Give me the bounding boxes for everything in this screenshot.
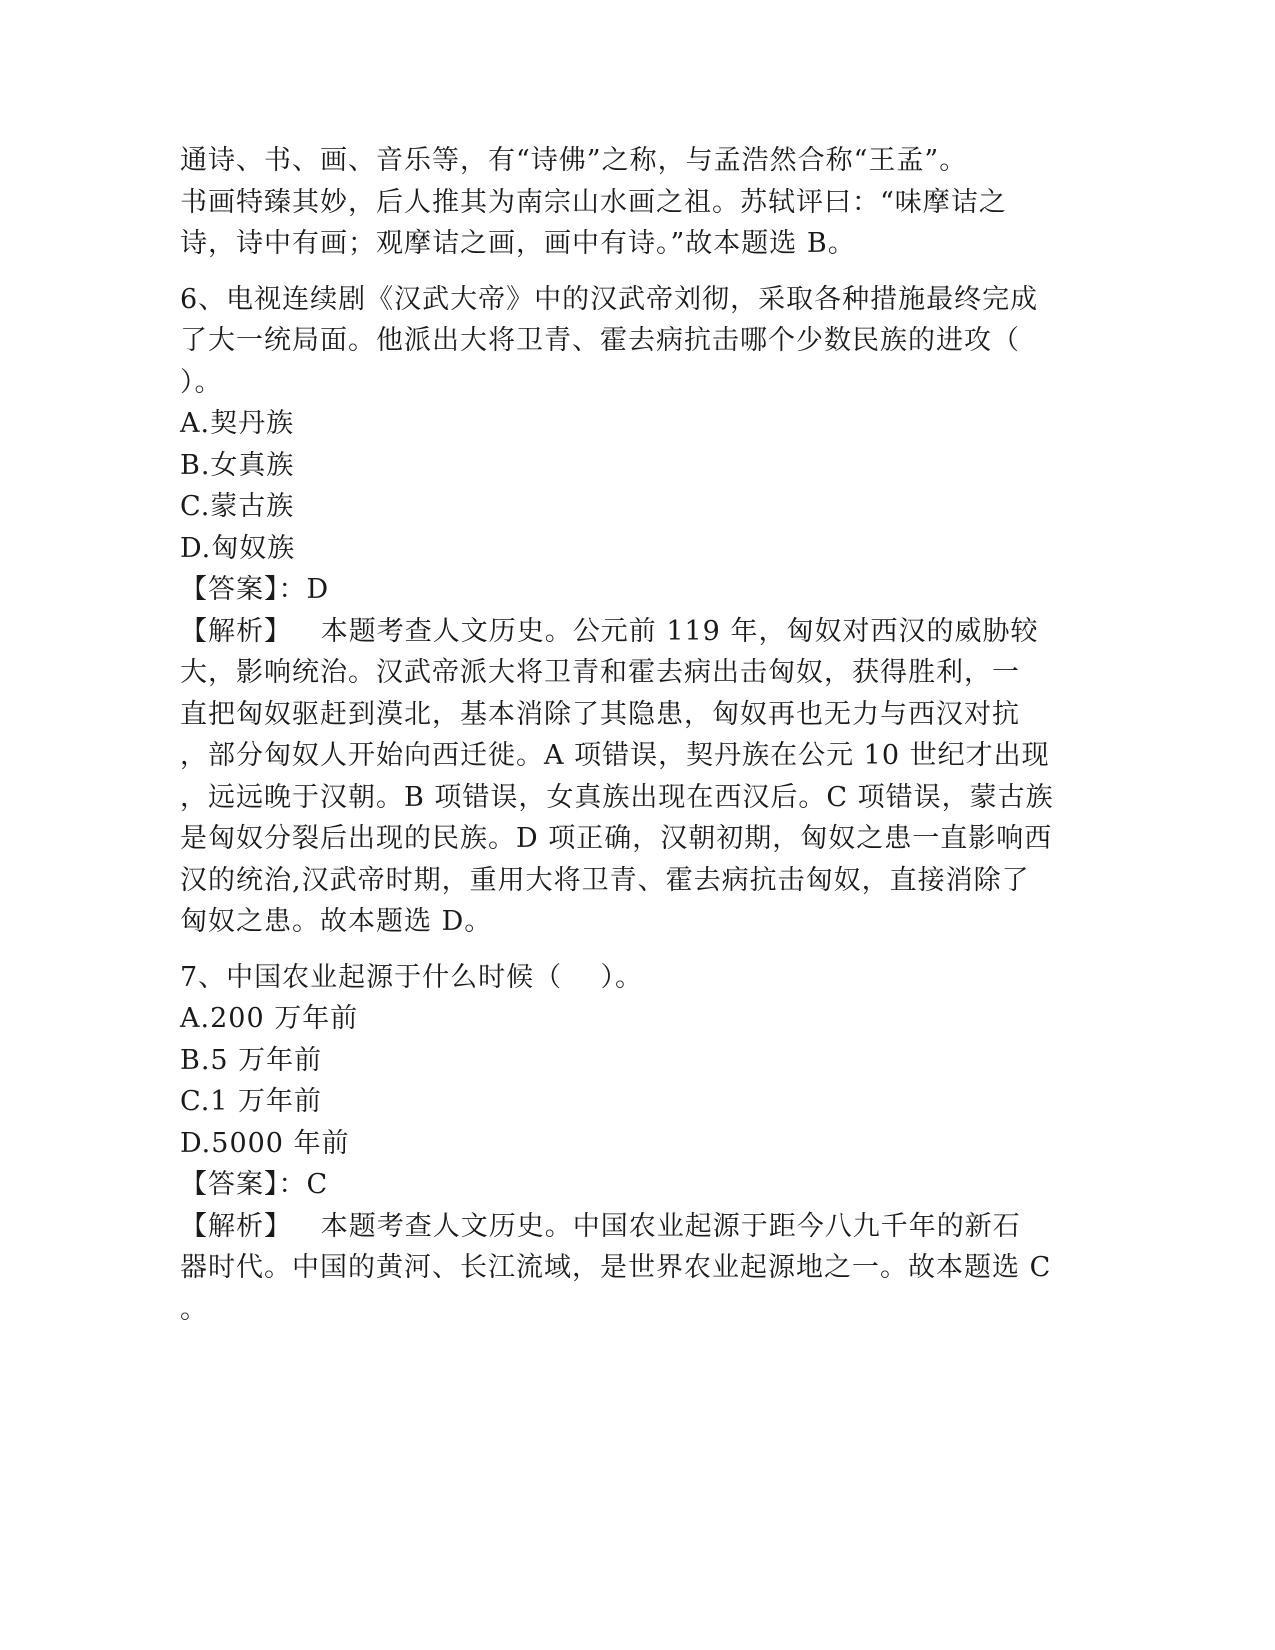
option-c: C.1 万年前	[180, 1086, 323, 1117]
question-stem-line: ）。	[180, 366, 223, 398]
option-a: A.200 万年前	[180, 1003, 359, 1034]
text-line: 通诗、书、画、音乐等，有“诗佛”之称，与孟浩然合称“王孟”。	[180, 145, 968, 176]
text-line: 书画特臻其妙，后人推其为南宗山水画之祖。苏轼评曰：“味摩诘之	[180, 186, 1007, 218]
question-6	[180, 279, 1054, 943]
option-b: B.女真族	[180, 449, 295, 481]
question-stem-line: 了大一统局面。他派出大将卫青、霍去病抗击哪个少数民族的进攻（	[180, 325, 1020, 356]
text-line: 诗，诗中有画；观摩诘之画，画中有诗。”故本题选 B。	[180, 228, 856, 259]
analysis-line: 器时代。中国的黄河、长江流域，是世界农业起源地之一。故本题选 C	[180, 1252, 1052, 1283]
document-page	[180, 140, 1054, 1330]
option-b: B.5 万年前	[180, 1044, 323, 1076]
option-d: D.匈奴族	[180, 532, 296, 564]
previous-analysis-continuation	[180, 140, 1040, 265]
analysis-line: 【解析】 本题考查人文历史。公元前 119 年，匈奴对西汉的威胁较	[180, 615, 1039, 647]
analysis-line: ，远远晚于汉朝。B 项错误，女真族出现在西汉后。C 项错误，蒙古族	[180, 781, 1054, 813]
option-a: A.契丹族	[180, 408, 295, 439]
analysis-line: 大，影响统治。汉武帝派大将卫青和霍去病出击匈奴，获得胜利，一	[180, 657, 1020, 688]
analysis-line: 是匈奴分裂后出现的民族。D 项正确，汉朝初期，匈奴之患一直影响西	[180, 823, 1053, 854]
answer-line: 【答案】：C	[180, 1169, 329, 1200]
question-stem-line: 6、电视连续剧《汉武大帝》中的汉武帝刘彻，采取各种措施最终完成	[180, 283, 1039, 315]
analysis-line: 。	[180, 1293, 208, 1325]
analysis-line: 直把匈奴驱赶到漠北，基本消除了其隐患，匈奴再也无力与西汉对抗	[180, 698, 1020, 730]
question-stem-line: 7、中国农业起源于什么时候（ ）。	[180, 961, 644, 993]
analysis-line: 匈奴之患。故本题选 D。	[180, 906, 493, 937]
answer-line: 【答案】：D	[180, 574, 330, 605]
option-d: D.5000 年前	[180, 1127, 350, 1159]
analysis-line: 【解析】 本题考查人文历史。中国农业起源于距今八九千年的新石	[180, 1210, 1021, 1242]
analysis-line: ，部分匈奴人开始向西迁徙。A 项错误，契丹族在公元 10 世纪才出现	[180, 740, 1050, 771]
analysis-line: 汉的统治,汉武帝时期，重用大将卫青、霍去病抗击匈奴，直接消除了	[180, 864, 1030, 896]
option-c: C.蒙古族	[180, 491, 295, 522]
question-7	[180, 957, 1052, 1331]
